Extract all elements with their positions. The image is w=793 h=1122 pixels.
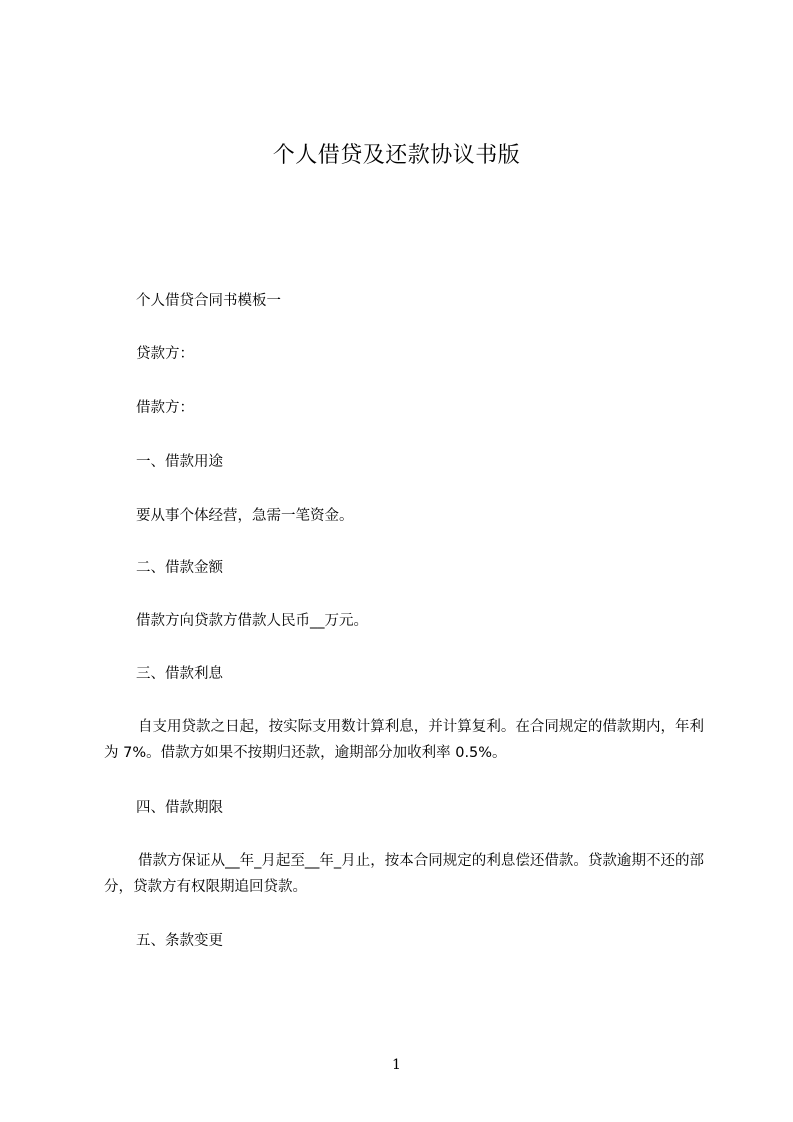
lender-label: 贷款方： — [136, 346, 194, 362]
section-heading-purpose: 一、借款用途 — [136, 454, 223, 470]
section-text-purpose: 要从事个体经营，急需一笔资金。 — [136, 508, 354, 524]
document-title: 个人借贷及还款协议书版 — [272, 143, 521, 168]
section-heading-term: 四、借款期限 — [136, 800, 223, 816]
section-heading-interest: 三、借款利息 — [136, 666, 223, 682]
section-text-interest: 自支用贷款之日起，按实际支用数计算利息，并计算复利。在合同规定的借款期内，年利为 7%。借款方如果不按期归还款，逾期部分加收利率 0.5%。 — [104, 719, 704, 761]
page-number: 1 — [392, 1057, 401, 1073]
borrower-label: 借款方： — [136, 400, 194, 416]
section-heading-changes: 五、条款变更 — [136, 933, 223, 949]
section-text-term: 借款方保证从__年_月起至__年_月止，按本合同规定的利息偿还借款。贷款逾期不还的部分，贷款方有权限期追回贷款。 — [104, 853, 704, 895]
section-heading-amount: 二、借款金额 — [136, 560, 223, 576]
section-text-amount: 借款方向贷款方借款人民币__万元。 — [136, 613, 368, 629]
template-heading: 个人借贷合同书模板一 — [136, 293, 281, 309]
